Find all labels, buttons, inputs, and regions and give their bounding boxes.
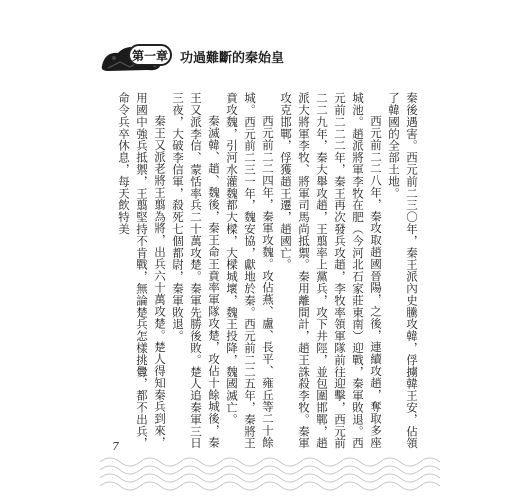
chapter-badge: 第一章 [128,44,172,66]
chapter-title: 功過難斷的秦始皇 [180,51,285,66]
paragraph: 西元前二二四年，秦軍攻魏。攻佔燕、盧、長平、雍丘等二十餘城。西元前二三一年，魏安協，獻地於秦。西元前二二五年，秦將王賁攻魏，引河水灌魏都大樑，大樑城壞，魏王投降，魏國滅亡。 [225,92,275,449]
wave-pattern-icon [100,452,440,492]
vertical-body-text [117,92,421,460]
paragraph: 秦王又派老將王翦為將，出兵六十萬攻楚。楚人得知秦兵到來，用國中強兵抵禦，王翦堅持不肯戰，無論楚兵怎樣挑釁，都不出兵，命令兵卒休息，每天飲特美 [117,92,167,449]
page-number: 7 [112,440,119,453]
paragraph: 秦後遇害。西元前二三〇年，秦王派內史騰攻韓，俘擄韓王安，佔領了韓國的全部土地。 [387,92,419,449]
chapter-header [100,40,330,76]
paragraph: 西元前二二八年，秦攻取趙國晉陽，之後，連續攻趙，奪取多座城池。趙派將軍李牧在肥（今河北石家莊東南）迎戰，秦軍敗退。西元前二二二年，秦王再次發兵攻趙，李牧率領軍隊前往迎擊，西元前二二九年，秦大舉攻趙，王翦率上黨兵，攻下井陘，並包圍邯鄲，趙派大將軍李牧、將軍司馬尚抵禦。秦用離間計，趙王誅殺李牧。秦軍攻克邯鄲，俘獲趙王遷，趙國亡。 [279,92,383,449]
paragraph: 秦滅韓、趙、魏後，秦王命王賁率軍隊攻楚，攻佔十餘城後，秦王又派李信、蒙恬率兵二十萬攻楚。秦軍先勝後敗。楚人追秦軍三日三夜，大破李信軍，殺死七個都尉，秦軍敗退。 [171,92,221,449]
